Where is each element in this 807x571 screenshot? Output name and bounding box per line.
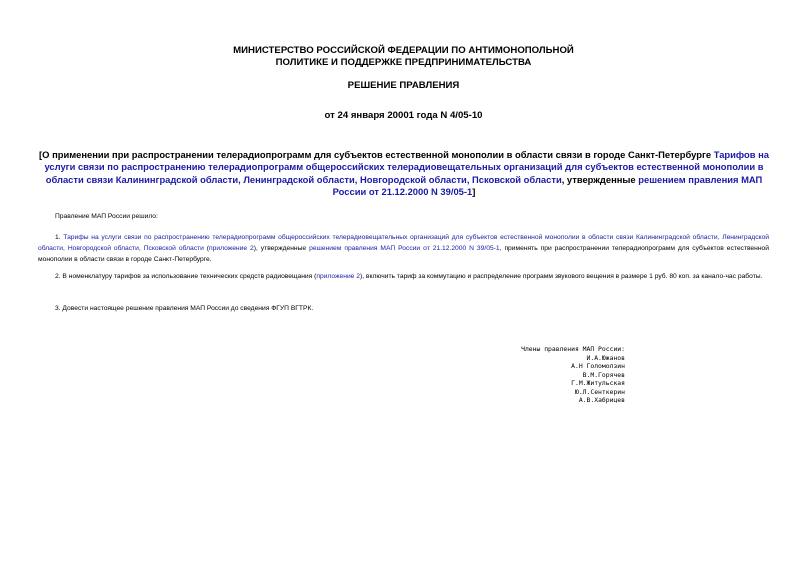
paragraph-2 (38, 271, 769, 282)
p1-text-3: , применять при распространении телерадиопрограмм для субъектов естественной монополии в области связи в городе Санкт-Петербурге. (38, 245, 769, 263)
title-text-3: ] (472, 186, 476, 198)
title-text-2: , утвержденные (561, 173, 639, 185)
signature-name: А.Н Голомолзин (571, 362, 625, 370)
signature-block (440, 345, 625, 405)
p1-text-2: ), утвержденные (253, 245, 310, 252)
title-link-decision[interactable]: решением правления МАП России от 21.12.2000 N 39/05-1 (332, 173, 763, 198)
paragraph-3 (38, 303, 769, 314)
paragraph-1 (38, 232, 769, 265)
signature-name: Ю.Л.Сенткерин (574, 387, 625, 396)
signature-name: В.М.Горячев (582, 370, 625, 379)
intro-paragraph (38, 211, 769, 222)
title-link-tariffs[interactable]: Тарифов на услуги связи по распространению телерадиопрограмм общероссийских телерадиовещательных организаций для субъектов естественной монополии в области связи Калининградской области, Ленинградской области, Новгородской области, Псковской области (44, 149, 769, 185)
signatures-header: Члены правления МАП России: (521, 345, 625, 353)
ministry-line-2: ПОЛИТИКЕ И ПОДДЕРЖКЕ ПРЕДПРИНИМАТЕЛЬСТВА (275, 57, 532, 68)
p1-link-appendix[interactable]: приложение 2 (209, 245, 254, 252)
p2-link-appendix[interactable]: приложение 2 (316, 273, 360, 280)
intro-text: Правление МАП России решило: (55, 213, 158, 220)
p2-text-1: 2. В номенклатуру тарифов за использование технических средств радиовещания ( (55, 273, 317, 280)
signature-name: И.А.Южанов (586, 353, 625, 362)
decision-date: от 24 января 20001 года N 4/05-10 (324, 110, 483, 121)
p1-link-decision[interactable]: решением правления МАП России от 21.12.2000 N 39/05-1 (309, 245, 500, 252)
decision-heading: РЕШЕНИЕ ПРАВЛЕНИЯ (347, 80, 460, 91)
ministry-heading (0, 45, 807, 69)
p1-text-1: ( (203, 245, 210, 252)
p2-text-2: ), включить тариф за коммутацию и распределение программ звукового вещения в размере 1 руб. 80 коп. за канало-час работы. (359, 273, 763, 280)
signature-name: А.В.Хабрицев (578, 396, 625, 404)
signature-name: Г.М.Житульская (571, 379, 625, 387)
p1-link-tariffs[interactable]: Тарифы на услуги связи по распространению телерадиопрограмм общероссийских телерадиовещательных организаций для субъектов естественной монополии в области связи Калининградской области, Ленинградской области, Новгородской области, Псковской области (38, 234, 769, 252)
title-text-1: [О применении при распространении телерадиопрограмм для субъектов естественной монополии в области связи в городе Санкт-Петербурге (39, 149, 714, 160)
ministry-line-1: МИНИСТЕРСТВО РОССИЙСКОЙ ФЕДЕРАЦИИ ПО АНТИМОНОПОЛЬНОЙ (233, 45, 574, 56)
p1-number: 1. (55, 234, 64, 241)
document-title (38, 149, 770, 199)
p3-text: 3. Довести настоящее решение правления МАП России до сведения ФГУП ВГТРК. (55, 305, 314, 312)
